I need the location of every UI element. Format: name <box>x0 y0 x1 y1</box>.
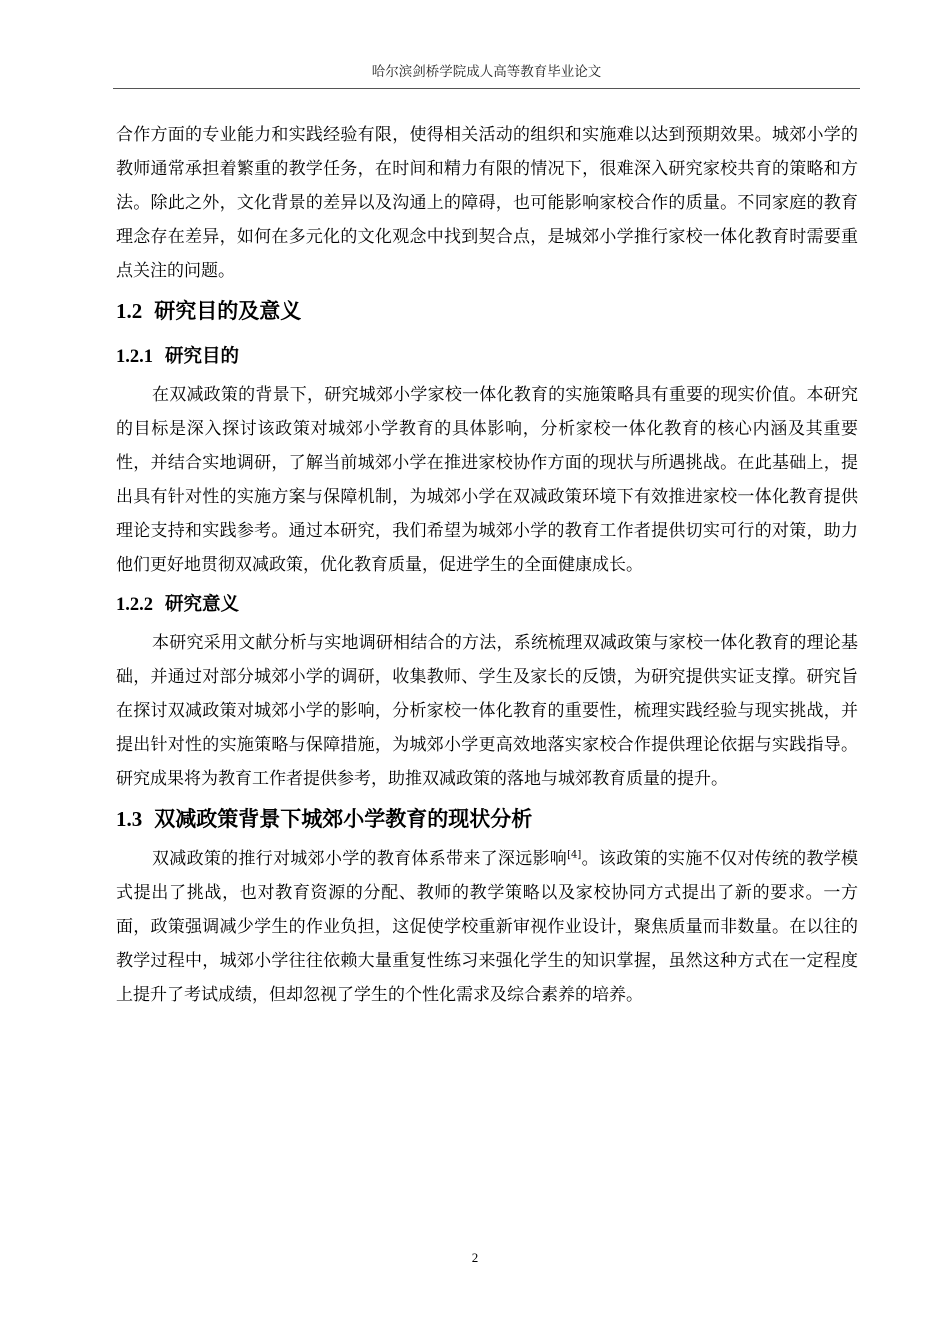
status-analysis-paragraph <box>116 842 858 1012</box>
subsection-number: 1.2.1 <box>116 347 153 367</box>
section-title: 研究目的及意义 <box>154 299 302 323</box>
subsection-title: 研究意义 <box>165 594 240 615</box>
citation-reference[interactable]: [4] <box>567 849 582 861</box>
section-title: 双减政策背景下城郊小学教育的现状分析 <box>154 807 533 831</box>
research-significance-paragraph: 本研究采用文献分析与实地调研相结合的方法，系统梳理双减政策与家校一体化教育的理论基础，并通过对部分城郊小学的调研，收集教师、学生及家长的反馈，为研究提供实证支撑。研究旨在探讨双减政策对城郊小学的影响，分析家校一体化教育的重要性，梳理实践经验与现实挑战，并提出针对性的实施策略与保障措施，为城郊小学更高效地落实家校合作提供理论依据与实践指导。研究成果将为教育工作者提供参考，助推双减政策的落地与城郊教育质量的提升。 <box>116 633 858 789</box>
subsection-number: 1.2.2 <box>116 595 153 615</box>
subsection-heading-1-2-1 <box>116 334 858 378</box>
paragraph-text: 。该政策的实施不仅对传统的教学模式提出了挑战，也对教育资源的分配、教师的教学策略以及家校协同方式提出了新的要求。一方面，政策强调减少学生的作业负担，这促使学校重新审视作业设计，聚焦质量而非数量。在以往的教学过程中，城郊小学往往依赖大量重复性练习来强化学生的知识掌握，虽然这种方式在一定程度上提升了考试成绩，但却忽视了学生的个性化需求及综合素养的培养。 <box>116 849 859 1005</box>
section-number: 1.2 <box>116 299 143 323</box>
section-number: 1.3 <box>116 807 143 831</box>
document-body <box>116 118 858 1012</box>
page-header: 哈尔滨剑桥学院成人高等教育毕业论文 <box>371 64 602 80</box>
paragraph-text: 双减政策的推行对城郊小学的教育体系带来了深远影响 <box>152 849 568 869</box>
research-purpose-paragraph: 在双减政策的背景下，研究城郊小学家校一体化教育的实施策略具有重要的现实价值。本研究的目标是深入探讨该政策对城郊小学教育的具体影响，分析家校一体化教育的核心内涵及其重要性，并结合实地调研，了解当前城郊小学在推进家校协作方面的现状与所遇挑战。在此基础上，提出具有针对性的实施方案与保障机制，为城郊小学在双减政策环境下有效推进家校一体化教育提供理论支持和实践参考。通过本研究，我们希望为城郊小学的教育工作者提供切实可行的对策，助力他们更好地贯彻双减政策，优化教育质量，促进学生的全面健康成长。 <box>116 385 858 575</box>
subsection-title: 研究目的 <box>165 346 240 367</box>
section-heading-1-3 <box>116 796 858 842</box>
subsection-heading-1-2-2 <box>116 582 858 626</box>
section-heading-1-2 <box>116 288 858 334</box>
intro-paragraph: 合作方面的专业能力和实践经验有限，使得相关活动的组织和实施难以达到预期效果。城郊小学的教师通常承担着繁重的教学任务，在时间和精力有限的情况下，很难深入研究家校共育的策略和方法。除此之外，文化背景的差异以及沟通上的障碍，也可能影响家校合作的质量。不同家庭的教育理念存在差异，如何在多元化的文化观念中找到契合点，是城郊小学推行家校一体化教育时需要重点关注的问题。 <box>116 125 858 281</box>
page-number: 2 <box>471 1250 479 1265</box>
header-divider <box>113 88 860 89</box>
